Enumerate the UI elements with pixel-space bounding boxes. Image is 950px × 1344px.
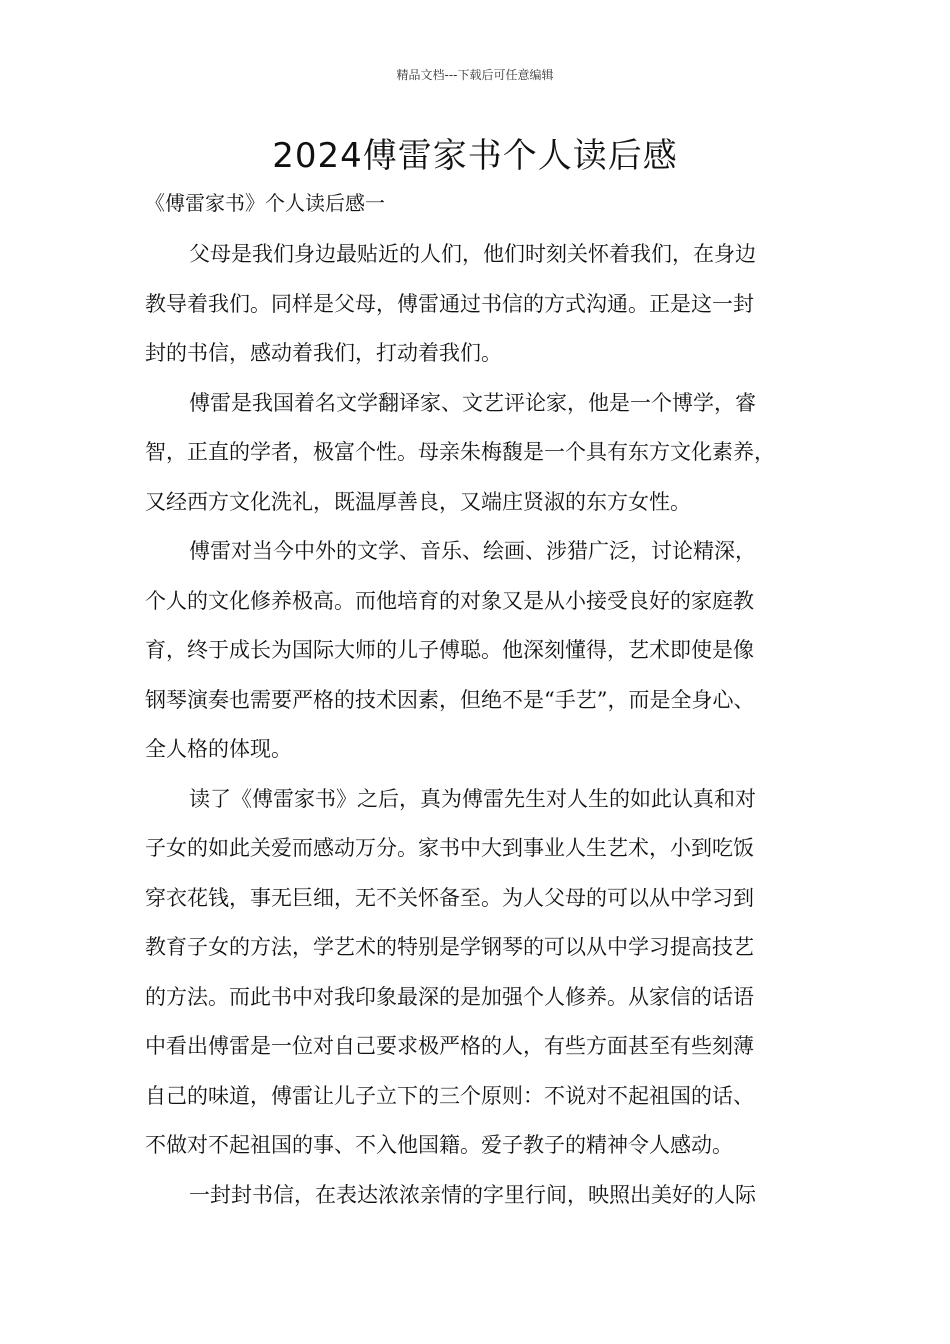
text-line: 的方法。而此书中对我印象最深的是加强个人修养。从家信的话语 — [145, 984, 754, 1009]
text-line: 不做对不起祖国的事、不入他国籍。爱子教子的精神令人感动。 — [145, 1133, 733, 1157]
text-line: 钢琴演奏也需要严格的技术因素，但绝不是“手艺”，而是全身心、 — [145, 687, 755, 712]
text-line: 傅雷是我国着名文学翻译家、文艺评论家，他是一个博学，睿 — [189, 390, 756, 415]
text-line: 子女的如此关爱而感动万分。家书中大到事业人生艺术，小到吃饭 — [145, 836, 754, 860]
text-line: 全人格的体现。 — [145, 737, 292, 761]
text-line: 封的书信，感动着我们，打动着我们。 — [145, 341, 502, 365]
text-line: 又经西方文化洗礼，既温厚善良，又端庄贤淑的东方女性。 — [145, 489, 691, 514]
text-line: 教导着我们。同样是父母，傅雷通过书信的方式沟通。正是这一封 — [145, 291, 754, 316]
text-line: 傅雷对当今中外的文学、音乐、绘画、涉猎广泛，讨论精深， — [189, 539, 756, 563]
text-line: 一封封书信，在表达浓浓亲情的字里行间，映照出美好的人际 — [189, 1182, 756, 1207]
text-line: 个人的文化修养极高。而他培育的对象又是从小接受良好的家庭教 — [145, 588, 754, 613]
text-line: 自己的味道，傅雷让儿子立下的三个原则：不说对不起祖国的话、 — [145, 1083, 754, 1108]
document-title: 2024傅雷家书个人读后感 — [272, 136, 678, 176]
body-text — [145, 230, 825, 1220]
text-line: 智，正直的学者，极富个性。母亲朱梅馥是一个具有东方文化素养， — [145, 440, 775, 464]
section-heading: 《傅雷家书》个人读后感一 — [145, 191, 385, 215]
text-line: 读了《傅雷家书》之后，真为傅雷先生对人生的如此认真和对 — [189, 786, 756, 811]
header-note: 精品文档---下载后可任意编辑 — [396, 68, 554, 82]
text-line: 中看出傅雷是一位对自己要求极严格的人，有些方面甚至有些刻薄 — [145, 1034, 754, 1058]
text-line: 教育子女的方法，学艺术的特别是学钢琴的可以从中学习提高技艺 — [145, 935, 754, 959]
text-line: 父母是我们身边最贴近的人们，他们时刻关怀着我们，在身边 — [189, 242, 756, 266]
text-line: 穿衣花钱，事无巨细，无不关怀备至。为人父母的可以从中学习到 — [145, 885, 754, 910]
text-line: 育，终于成长为国际大师的儿子傅聪。他深刻懂得，艺术即使是像 — [145, 638, 754, 662]
